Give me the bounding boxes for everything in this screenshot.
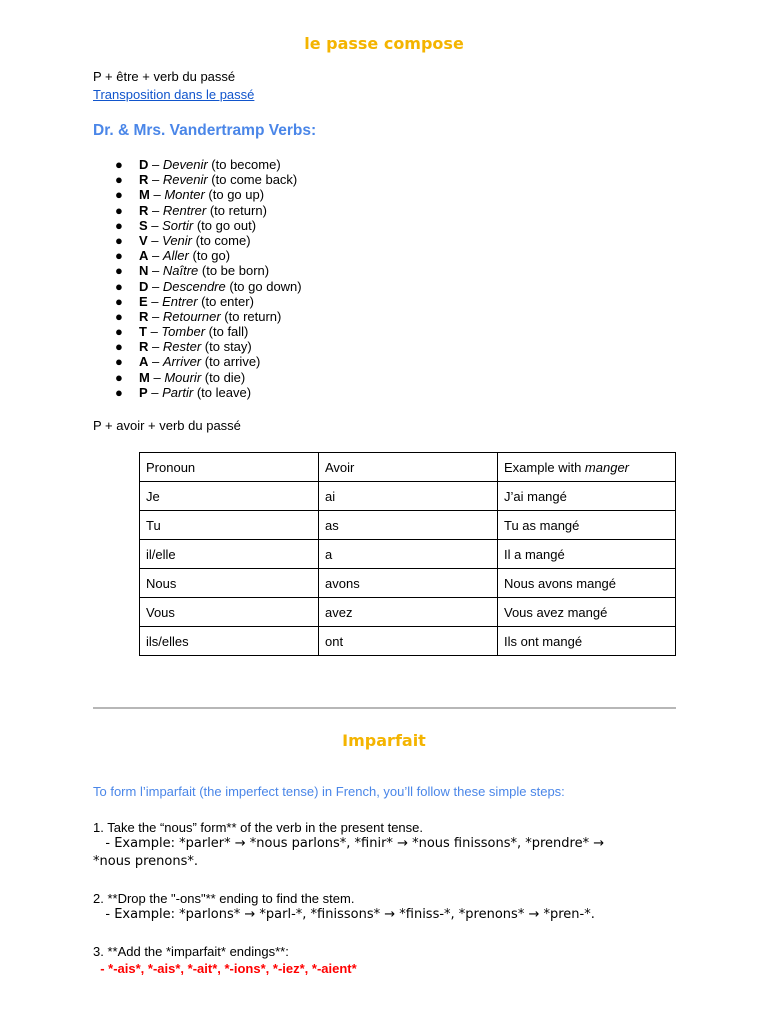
table-cell: Vous avez mangé — [498, 598, 676, 627]
table-header-cell — [498, 453, 676, 482]
list-item: ● T – Tomber (to fall) — [115, 324, 249, 340]
verb-name: Revenir — [162, 172, 208, 188]
bullet-icon: ● — [115, 354, 123, 370]
verb-meaning: (to arrive) — [204, 354, 261, 370]
verb-meaning: (to die) — [204, 369, 246, 385]
table-cell: Je — [140, 482, 319, 511]
step1-line1: 1. Take the “nous” form** of the verb in the present tense. — [93, 820, 424, 835]
step3-endings: - *-ais*, *-ais*, *-ait*, *-ions*, *-iez*, *-aient* — [93, 961, 357, 976]
verb-name: Descendre — [162, 278, 226, 294]
verb-meaning: (to go down) — [229, 278, 302, 294]
table-row — [140, 598, 676, 627]
table-cell: Il a mangé — [498, 540, 676, 569]
list-item: ● A – Arriver (to arrive) — [115, 354, 261, 370]
verb-meaning: (to return) — [224, 308, 282, 324]
header-example-label: Example with — [504, 459, 585, 475]
verb-meaning: (to stay) — [204, 339, 252, 355]
verb-name: Mourir — [164, 369, 202, 385]
table-cell: Vous — [140, 598, 319, 627]
table-row — [140, 569, 676, 598]
verb-letter: R — [139, 308, 149, 324]
list-item: ● R – Retourner (to return) — [115, 308, 282, 324]
table-cell: Tu — [140, 511, 319, 540]
imparfait-intro: To form l’imparfait (the imperfect tense) in French, you’ll follow these simple steps: — [93, 784, 565, 799]
bullet-icon: ● — [115, 384, 123, 400]
verb-letter: D — [139, 278, 149, 294]
verb-letter: S — [139, 217, 148, 233]
verb-meaning: (to come back) — [211, 172, 298, 188]
table-cell: Ils ont mangé — [498, 627, 676, 656]
verb-name: Partir — [162, 384, 194, 400]
list-item: ● R – Revenir (to come back) — [115, 172, 298, 188]
table-row — [140, 482, 676, 511]
table-cell: a — [319, 540, 498, 569]
avoir-conjugation-table — [139, 452, 676, 656]
verb-name: Naître — [162, 263, 199, 279]
verb-meaning: (to return) — [209, 202, 267, 218]
verb-meaning: (to go out) — [196, 217, 257, 233]
verb-name: Sortir — [162, 217, 194, 233]
vandertramp-list — [93, 157, 302, 400]
list-item: ● P – Partir (to leave) — [115, 384, 252, 400]
bullet-icon: ● — [115, 248, 123, 264]
table-cell: il/elle — [140, 540, 319, 569]
formula-avoir: P + avoir + verb du passé — [93, 418, 241, 433]
verb-meaning: (to leave) — [196, 384, 252, 400]
table-cell: Tu as mangé — [498, 511, 676, 540]
vandertramp-heading: Dr. & Mrs. Vandertramp Verbs: — [93, 122, 317, 139]
verb-meaning: (to go up) — [208, 187, 265, 203]
verb-name: Tomber — [161, 324, 206, 340]
bullet-icon: ● — [115, 308, 123, 324]
verb-letter: A — [139, 354, 149, 370]
step1-line3: *nous prenons*. — [93, 854, 198, 869]
bullet-icon: ● — [115, 339, 123, 355]
section-title-imparfait: Imparfait — [342, 731, 426, 750]
verb-letter: V — [139, 232, 148, 248]
table-row — [140, 540, 676, 569]
table-header-row — [140, 453, 676, 482]
table-cell: avez — [319, 598, 498, 627]
verb-letter: N — [139, 263, 149, 279]
step2-line2: - Example: *parlons* → *parl-*, *finissons* → *finiss-*, *prenons* → *pren-*. — [93, 907, 595, 922]
verb-letter: R — [139, 202, 149, 218]
table-cell: ai — [319, 482, 498, 511]
bullet-icon: ● — [115, 263, 123, 279]
bullet-icon: ● — [115, 369, 123, 385]
header-example-italic: manger — [584, 459, 629, 475]
table-cell: as — [319, 511, 498, 540]
verb-name: Aller — [162, 248, 189, 264]
verb-name: Rentrer — [162, 202, 207, 218]
list-item: ● M – Mourir (to die) — [115, 369, 246, 385]
step2-line1: 2. **Drop the "-ons"** ending to find the stem. — [93, 891, 355, 906]
verb-letter: M — [139, 369, 150, 385]
list-item: ● E – Entrer (to enter) — [115, 293, 254, 309]
transposition-link[interactable]: Transposition dans le passé — [93, 87, 255, 102]
verb-meaning: (to come) — [195, 232, 251, 248]
bullet-icon: ● — [115, 157, 123, 172]
verb-name: Monter — [164, 187, 205, 203]
bullet-icon: ● — [115, 172, 123, 188]
verb-meaning: (to be born) — [201, 263, 270, 279]
list-item: ● V – Venir (to come) — [115, 232, 251, 248]
section-title-passe-compose: le passe compose — [304, 34, 464, 53]
list-item: ● N – Naître (to be born) — [115, 263, 270, 279]
list-item: ● A – Aller (to go) — [115, 248, 231, 264]
verb-name: Arriver — [162, 354, 202, 370]
verb-letter: T — [139, 324, 147, 340]
verb-letter: R — [139, 172, 149, 188]
list-item: ● R – Rester (to stay) — [115, 339, 252, 355]
list-item: ● D – Descendre (to go down) — [115, 278, 302, 294]
table-cell: J’ai mangé — [498, 482, 676, 511]
verb-meaning: (to fall) — [208, 324, 249, 340]
step1-line2: - Example: *parler* → *nous parlons*, *finir* → *nous finissons*, *prendre* → — [93, 836, 605, 851]
table-row — [140, 511, 676, 540]
list-item: ● M – Monter (to go up) — [115, 187, 265, 203]
table-cell: Nous — [140, 569, 319, 598]
verb-meaning: (to become) — [211, 157, 281, 172]
list-item: ● D – Devenir (to become) — [115, 157, 281, 172]
bullet-icon: ● — [115, 202, 123, 218]
verb-name: Entrer — [162, 293, 198, 309]
table-cell: ont — [319, 627, 498, 656]
verb-meaning: (to enter) — [201, 293, 254, 309]
table-cell: Nous avons mangé — [498, 569, 676, 598]
step3-line1: 3. **Add the *imparfait* endings**: — [93, 944, 289, 959]
verb-letter: A — [139, 248, 149, 264]
verb-name: Venir — [162, 232, 193, 248]
list-item: ● R – Rentrer (to return) — [115, 202, 267, 218]
formula-etre: P + être + verb du passé — [93, 69, 236, 84]
table-row — [140, 627, 676, 656]
verb-name: Devenir — [162, 157, 208, 172]
table-cell: avons — [319, 569, 498, 598]
bullet-icon: ● — [115, 187, 123, 203]
verb-meaning: (to go) — [192, 248, 231, 264]
list-item: ● S – Sortir (to go out) — [115, 217, 257, 233]
table-header-cell: Avoir — [319, 453, 498, 482]
verb-letter: M — [139, 187, 150, 203]
verb-name: Retourner — [162, 308, 221, 324]
verb-name: Rester — [162, 339, 202, 355]
verb-letter: D — [139, 157, 149, 172]
verb-letter: E — [139, 293, 148, 309]
verb-letter: R — [139, 339, 149, 355]
horizontal-divider — [93, 707, 676, 709]
bullet-icon: ● — [115, 217, 123, 233]
bullet-icon: ● — [115, 324, 123, 340]
bullet-icon: ● — [115, 232, 123, 248]
bullet-icon: ● — [115, 278, 123, 294]
table-cell: ils/elles — [140, 627, 319, 656]
table-header-cell: Pronoun — [140, 453, 319, 482]
bullet-icon: ● — [115, 293, 123, 309]
verb-letter: P — [139, 384, 148, 400]
